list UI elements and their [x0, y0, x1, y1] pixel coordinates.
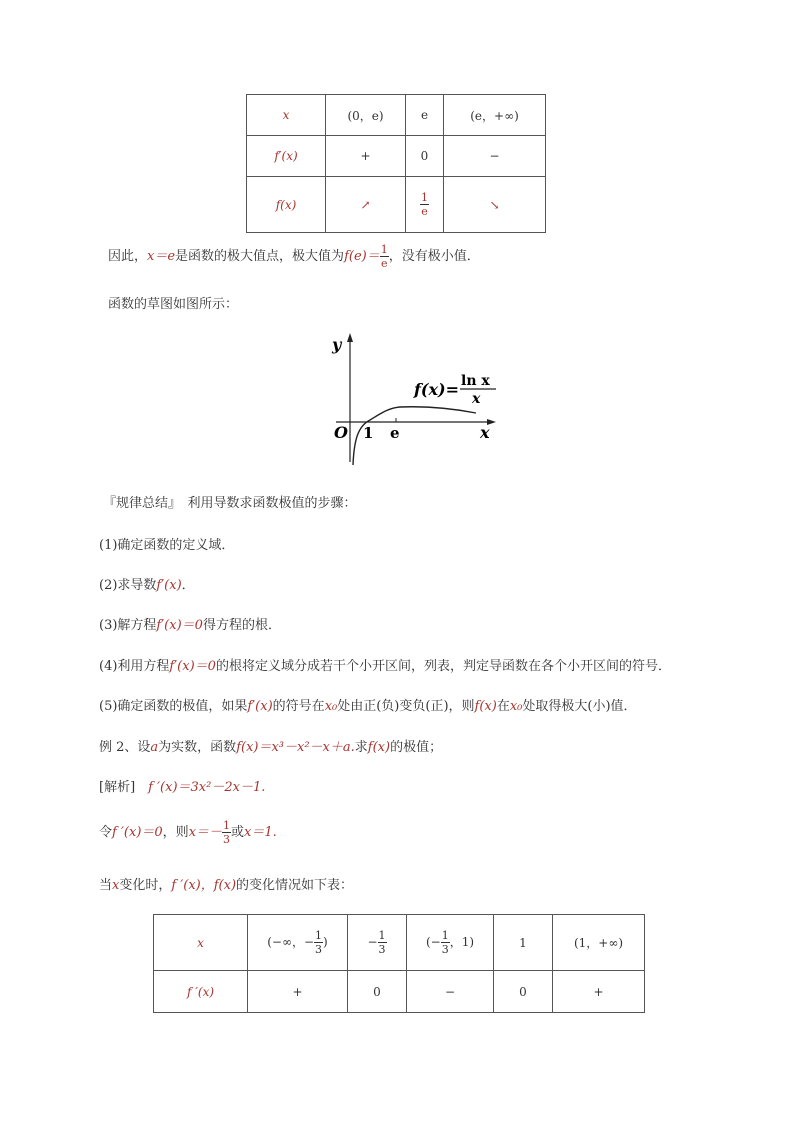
- cell: 0: [348, 971, 407, 1013]
- cell: − $\frac{1}{3}$: [348, 915, 407, 971]
- x-label: x: [480, 423, 490, 442]
- text: 因此，: [108, 249, 148, 264]
- cell: +: [326, 136, 406, 177]
- step-2: (2)求导数f′(x)．: [99, 578, 195, 593]
- cell: 1: [494, 915, 553, 971]
- cell: 0: [406, 136, 444, 177]
- cell: +: [248, 971, 348, 1013]
- when-line: 当x变化时，f ′(x)，f(x)的变化情况如下表：: [99, 878, 354, 893]
- text: x＝e: [147, 249, 176, 264]
- cell: (−∞，− $\frac{1}{3}$ ): [248, 915, 348, 971]
- formula-den: x: [472, 391, 481, 407]
- cell: −: [407, 971, 494, 1013]
- fraction: $\frac{1}{3}$: [223, 819, 231, 846]
- step-1: (1)确定函数的定义域．: [99, 538, 235, 553]
- y-label: y: [332, 335, 342, 354]
- example-2: 例 2、设a为实数，函数f(x)＝x³－x²－x＋a.求f(x)的极值；: [99, 740, 443, 755]
- formula-lhs: f(x)=: [414, 380, 459, 399]
- cell: f(x): [247, 177, 326, 233]
- cell: x: [154, 915, 248, 971]
- function-graph: [330, 330, 510, 470]
- cell: e: [406, 95, 444, 136]
- text: 是函数的极大值点，极大值为: [175, 249, 345, 264]
- cell: (e，+∞): [444, 95, 546, 136]
- conclusion-line: [108, 244, 480, 269]
- step-3: (3)解方程f′(x)＝0得方程的根．: [99, 618, 281, 633]
- tick-e-label: e: [390, 424, 400, 442]
- cell: −: [444, 136, 546, 177]
- decreasing-arrow: ↘: [444, 177, 546, 233]
- text: ，没有极小值．: [388, 249, 480, 264]
- text: f(e)＝: [344, 249, 380, 264]
- cell: (− $\frac{1}{3}$ ，1): [407, 915, 494, 971]
- origin-label: O: [334, 423, 348, 442]
- cell: x: [247, 95, 326, 136]
- sign-table-1: [246, 94, 546, 233]
- let-line: 令f ′(x)＝0，则x＝－ $\frac{1}{3}$ 或x＝1.: [99, 819, 277, 846]
- cell: (1，+∞): [553, 915, 645, 971]
- formula-num: ln x: [461, 373, 490, 389]
- cell: +: [553, 971, 645, 1013]
- max-value-cell: $\frac{1}{e}$: [406, 177, 444, 233]
- cell: (0，e): [326, 95, 406, 136]
- tick-1-label: 1: [363, 424, 374, 442]
- summary-title: 『规律总结』 利用导数求函数极值的步骤：: [103, 496, 357, 511]
- step-5: (5)确定函数的极值，如果f′(x)的符号在x₀处由正(负)变负(正)，则f(x)在x₀处取得极大(小)值．: [99, 699, 637, 714]
- cell: f ′(x): [154, 971, 248, 1013]
- cell: 0: [494, 971, 553, 1013]
- step-4: (4)利用方程f′(x)＝0的根将定义域分成若干个小开区间，列表，判定导函数在各个小开区间的符号．: [99, 659, 671, 674]
- increasing-arrow: ↗: [326, 177, 406, 233]
- y-axis-arrow: [347, 333, 353, 342]
- fraction: $\frac{1}{e}$: [380, 243, 388, 270]
- cell: f′(x): [247, 136, 326, 177]
- sign-table-2: [153, 914, 645, 1013]
- graph-intro: 函数的草图如图所示：: [108, 297, 239, 312]
- solution-line: [解析] f ′(x)＝3x²－2x－1.: [99, 780, 266, 795]
